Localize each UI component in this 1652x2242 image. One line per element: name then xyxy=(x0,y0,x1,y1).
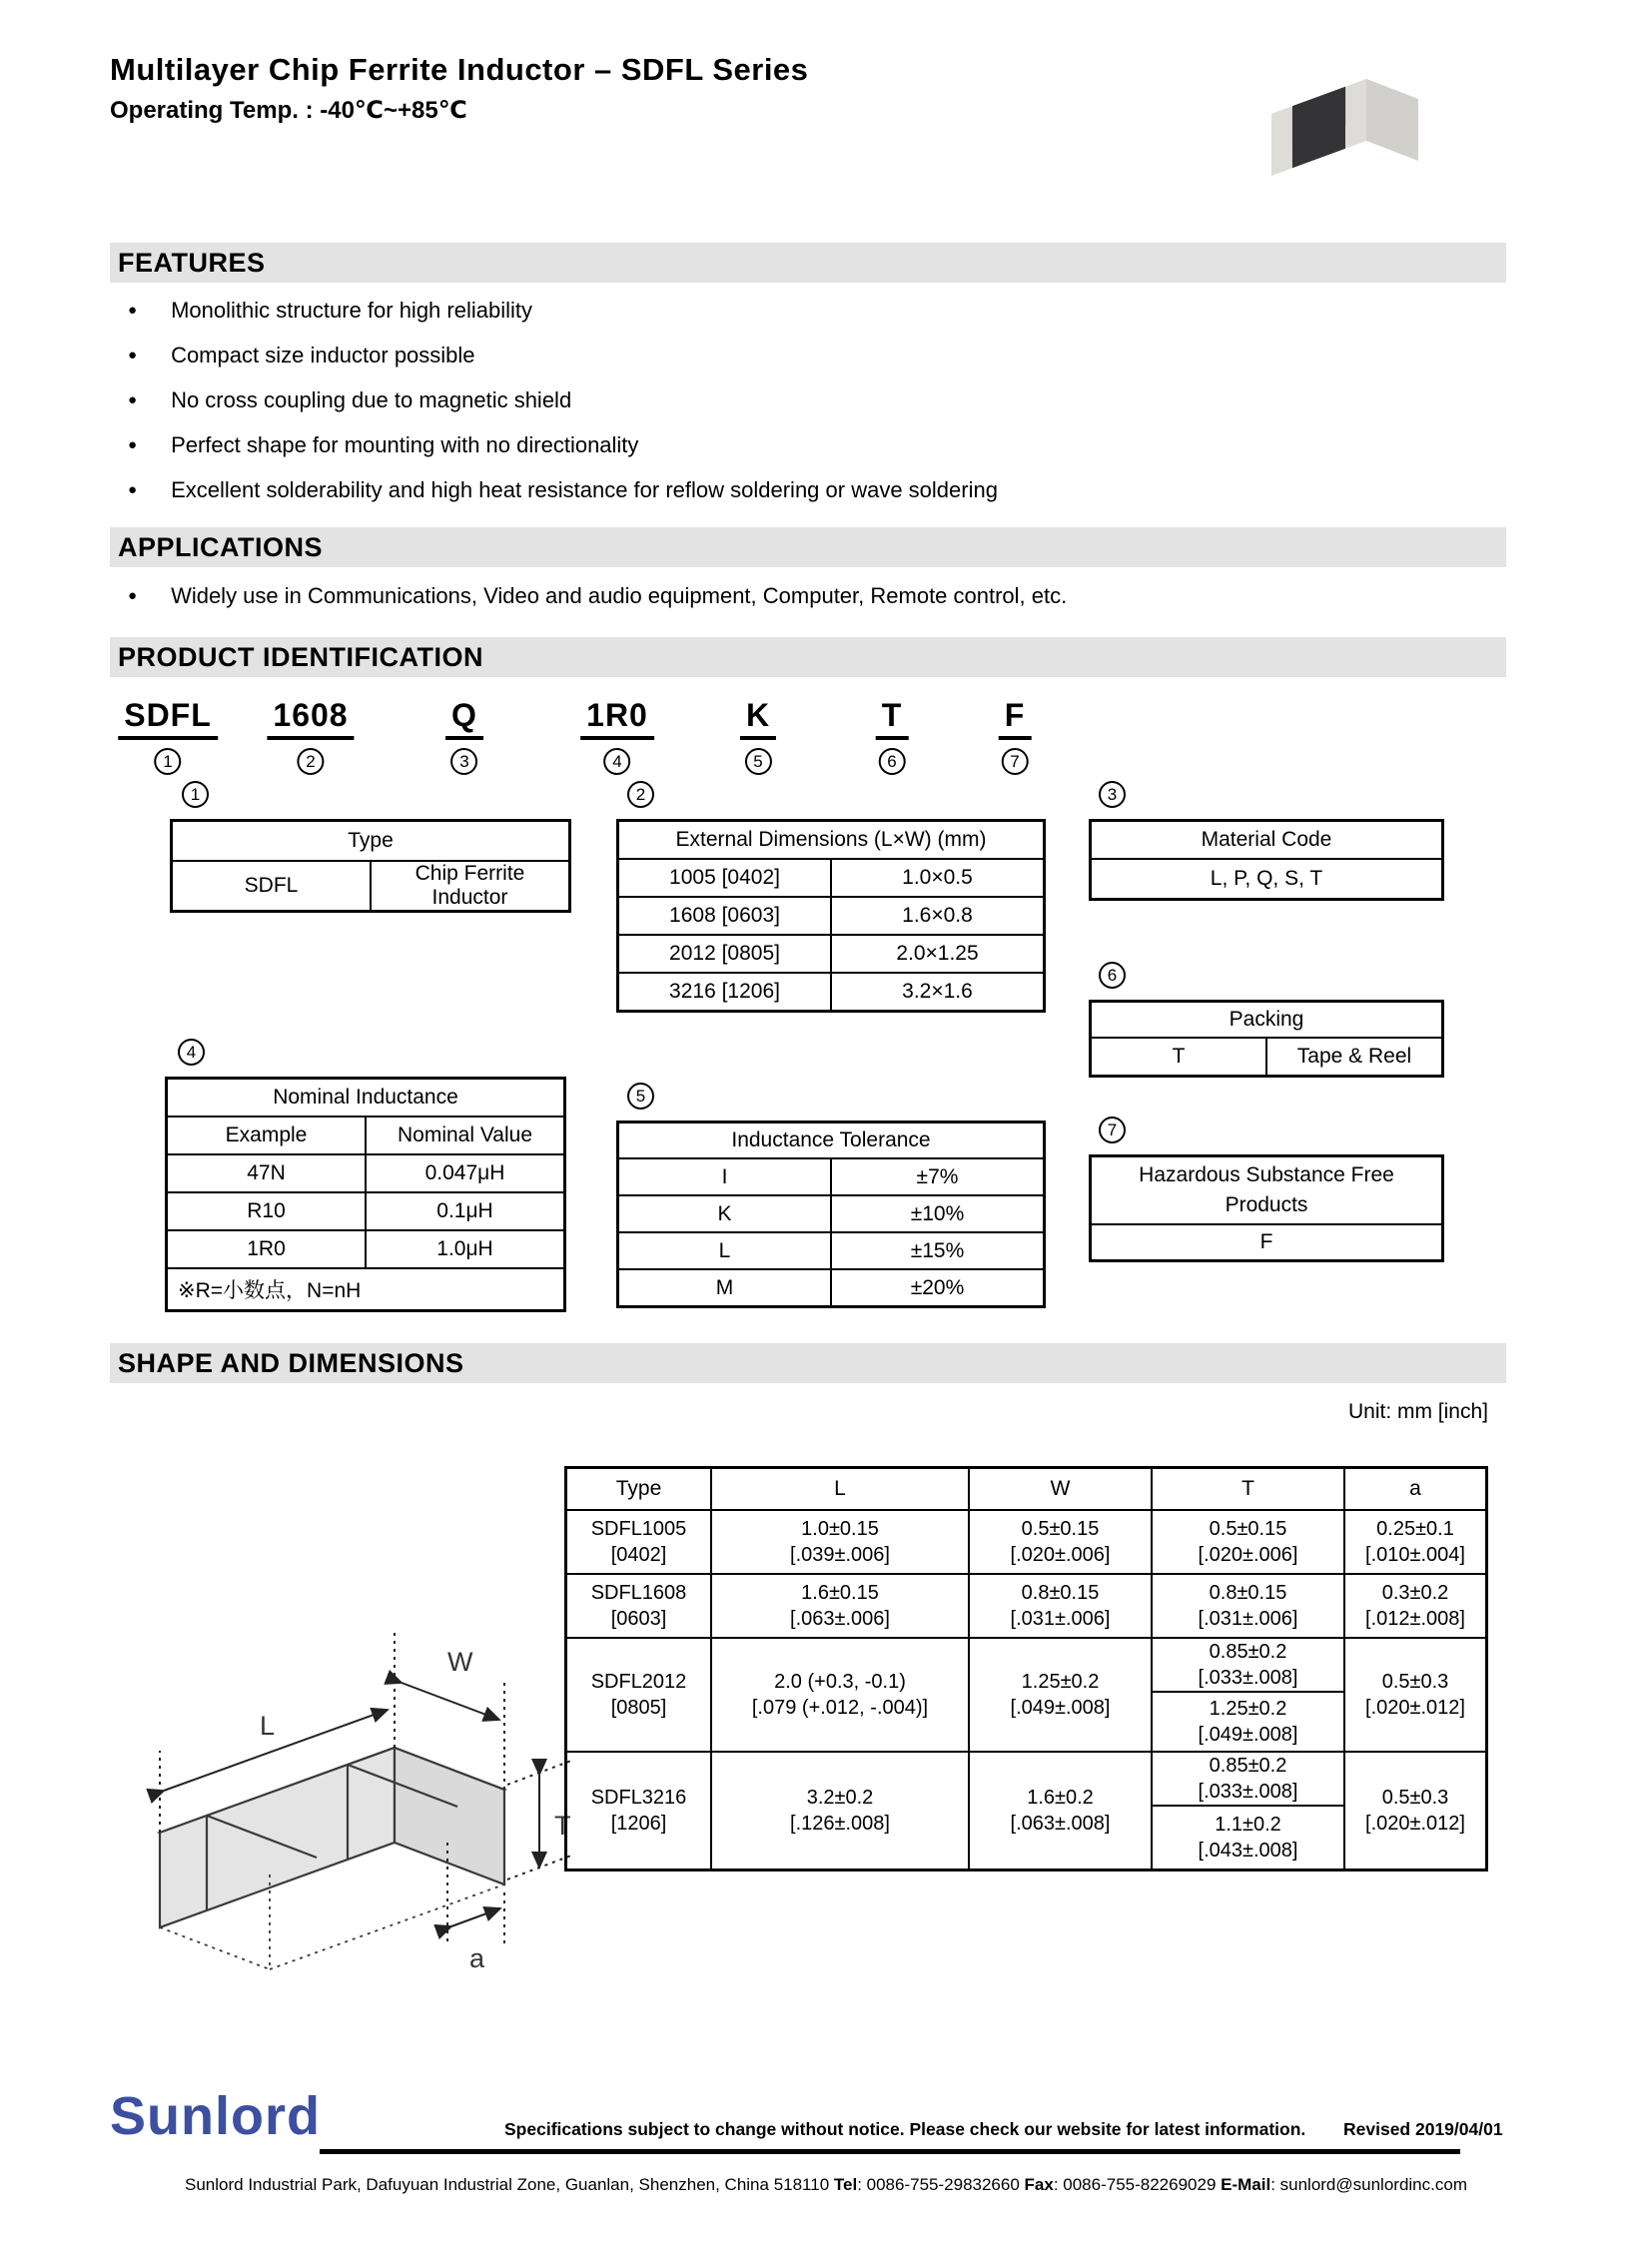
shape-dimensions-table xyxy=(564,1466,1488,1871)
dim-mm: 0.5±0.15 xyxy=(1209,1518,1287,1540)
table-cell xyxy=(566,1574,712,1638)
table-row xyxy=(1091,821,1443,860)
circled-ref-4: 4 xyxy=(603,748,630,775)
table-row xyxy=(1091,859,1443,900)
table-header-cell: Nominal Inductance xyxy=(167,1079,565,1118)
table-cell: 1.0μH xyxy=(366,1230,565,1268)
table-row xyxy=(167,1192,565,1230)
table-ref-7: 7 xyxy=(1099,1117,1126,1143)
part-code: T xyxy=(876,697,909,740)
email-label: E-Mail xyxy=(1221,2175,1271,2194)
table-cell: 2.0×1.25 xyxy=(831,935,1045,973)
list-item xyxy=(118,581,1496,611)
table-cell xyxy=(566,1638,712,1752)
table-cell xyxy=(1152,1574,1344,1638)
part-code-segment xyxy=(999,697,1032,775)
inductance-tolerance-table xyxy=(616,1121,1046,1308)
table-row xyxy=(172,821,570,862)
table-row xyxy=(618,935,1045,973)
feature-text: No cross coupling due to magnetic shield xyxy=(171,387,572,412)
part-code-segment xyxy=(267,697,354,775)
table-cell: M xyxy=(618,1269,832,1307)
table-ref-6: 6 xyxy=(1099,962,1126,989)
table-cell xyxy=(711,1638,969,1752)
table-cell: ±10% xyxy=(831,1195,1045,1232)
table-cell: I xyxy=(618,1158,832,1195)
type-code: [0805] xyxy=(610,1697,667,1719)
company-address xyxy=(0,2175,1652,2195)
table-column-header: Nominal Value xyxy=(366,1117,565,1154)
dim-inch: [.010±.004] xyxy=(1365,1544,1465,1566)
table-header-cell: External Dimensions (L×W) (mm) xyxy=(618,821,1045,860)
operating-temp: Operating Temp. : -40℃~+85℃ xyxy=(110,97,467,124)
dim-inch: [.031±.006] xyxy=(1198,1608,1298,1630)
diagram-label-a: a xyxy=(469,1943,485,1973)
feature-text: Excellent solderability and high heat resistance for reflow soldering or wave soldering xyxy=(171,477,998,502)
circled-ref-7: 7 xyxy=(1001,748,1028,775)
fax-number: : 0086-755-82269029 xyxy=(1053,2175,1222,2194)
table-row xyxy=(1091,1156,1443,1225)
table-row xyxy=(1091,1038,1443,1077)
dim-inch: [.033±.008] xyxy=(1198,1781,1298,1803)
table-header-cell: Inductance Tolerance xyxy=(618,1122,1045,1159)
table-row xyxy=(1091,1224,1443,1261)
dimension-diagram xyxy=(100,1543,579,2022)
dim-mm: 3.2±0.2 xyxy=(806,1787,874,1809)
dim-inch: [.063±.006] xyxy=(790,1608,890,1630)
table-column-header: Type xyxy=(566,1468,712,1511)
table-cell xyxy=(1344,1574,1487,1638)
dim-inch: [.079 (+.012, -.004)] xyxy=(751,1697,929,1719)
bullet-icon: ● xyxy=(128,302,138,319)
table-cell xyxy=(969,1752,1152,1870)
circled-ref-1: 1 xyxy=(154,748,181,775)
part-code: K xyxy=(740,697,776,740)
table-row xyxy=(167,1230,565,1268)
diagram-label-l: L xyxy=(260,1711,276,1741)
application-text: Widely use in Communications, Video and audio equipment, Computer, Remote control, etc. xyxy=(171,583,1068,608)
table-cell: 0.1μH xyxy=(366,1192,565,1230)
dim-mm: 0.3±0.2 xyxy=(1381,1582,1449,1604)
table-column-header: a xyxy=(1344,1468,1487,1511)
type-code: [0402] xyxy=(610,1544,667,1566)
table-cell: 1.6×0.8 xyxy=(831,897,1045,935)
table-cell: ±20% xyxy=(831,1269,1045,1307)
type-name: SDFL2012 xyxy=(590,1671,687,1693)
table-ref-1: 1 xyxy=(182,781,209,808)
table-row xyxy=(618,1158,1045,1195)
table-column-header: W xyxy=(969,1468,1152,1511)
table-row xyxy=(167,1117,565,1154)
table-cell: R10 xyxy=(167,1192,367,1230)
list-item xyxy=(118,385,1496,430)
part-code-segment xyxy=(445,697,483,775)
dim-inch: [.043±.008] xyxy=(1198,1840,1298,1862)
bullet-icon: ● xyxy=(128,391,138,408)
list-item xyxy=(118,475,1496,520)
table-cell: 1005 [0402] xyxy=(618,859,832,897)
table-header-cell: Hazardous Substance Free Products xyxy=(1091,1156,1443,1225)
table-cell xyxy=(1344,1638,1487,1752)
table-cell: 2012 [0805] xyxy=(618,935,832,973)
footer-rule xyxy=(320,2149,1460,2154)
address-text: Sunlord Industrial Park, Dafuyuan Industrial Zone, Guanlan, Shenzhen, China 518110 xyxy=(185,2175,834,2194)
dim-mm: 1.25±0.2 xyxy=(1021,1671,1100,1693)
table-cell xyxy=(1152,1752,1344,1806)
table-ref-5: 5 xyxy=(627,1083,654,1110)
unit-note: Unit: mm [inch] xyxy=(1347,1400,1488,1423)
diagram-label-t: T xyxy=(554,1811,571,1841)
bullet-icon: ● xyxy=(128,436,138,453)
table-row xyxy=(618,1195,1045,1232)
table-row xyxy=(618,821,1045,860)
table-cell: L xyxy=(618,1232,832,1269)
table-cell: 0.047μH xyxy=(366,1154,565,1192)
feature-text: Perfect shape for mounting with no directionality xyxy=(171,432,639,457)
hazardous-free-table xyxy=(1089,1154,1444,1262)
table-cell xyxy=(1152,1510,1344,1574)
part-code: 1608 xyxy=(267,697,354,740)
type-table xyxy=(170,819,571,913)
part-code: SDFL xyxy=(118,697,218,740)
table-row xyxy=(172,861,570,912)
part-code: Q xyxy=(445,697,483,740)
type-name: SDFL3216 xyxy=(590,1787,687,1809)
diagram-label-w: W xyxy=(447,1647,473,1677)
applications-heading: APPLICATIONS xyxy=(110,527,1506,567)
table-cell: 3.2×1.6 xyxy=(831,973,1045,1012)
table-cell xyxy=(566,1510,712,1574)
dim-mm: 0.85±0.2 xyxy=(1209,1755,1287,1777)
dim-mm: 0.25±0.1 xyxy=(1376,1518,1454,1540)
dim-inch: [.049±.008] xyxy=(1010,1697,1111,1719)
circled-ref-5: 5 xyxy=(744,748,771,775)
table-cell xyxy=(1152,1638,1344,1692)
product-identification-heading: PRODUCT IDENTIFICATION xyxy=(110,637,1506,677)
table-cell: 1.0×0.5 xyxy=(831,859,1045,897)
table-row xyxy=(618,897,1045,935)
circled-ref-2: 2 xyxy=(298,748,325,775)
dim-inch: [.020±.012] xyxy=(1365,1813,1465,1835)
table-row xyxy=(167,1268,565,1311)
applications-list xyxy=(118,581,1496,611)
list-item xyxy=(118,341,1496,385)
tel-label: Tel xyxy=(833,2175,858,2194)
page-title: Multilayer Chip Ferrite Inductor – SDFL Series xyxy=(110,52,809,87)
revision-date: Revised 2019/04/01 xyxy=(1343,2119,1503,2139)
dim-mm: 1.1±0.2 xyxy=(1215,1814,1281,1836)
table-row xyxy=(618,1122,1045,1159)
table-cell: L, P, Q, S, T xyxy=(1091,859,1443,900)
spec-notice-text: Specifications subject to change without notice. Please check our website for latest information. xyxy=(504,2119,1306,2139)
table-cell xyxy=(1344,1510,1487,1574)
nominal-inductance-table xyxy=(165,1077,566,1312)
table-ref-4: 4 xyxy=(178,1039,205,1066)
table-row xyxy=(618,1232,1045,1269)
table-row xyxy=(1091,1002,1443,1039)
chip-inductor-image xyxy=(1243,42,1461,224)
dim-mm: 0.5±0.3 xyxy=(1381,1671,1449,1693)
table-cell xyxy=(566,1752,712,1870)
dim-mm: 0.8±0.15 xyxy=(1209,1582,1287,1604)
table-cell: SDFL xyxy=(172,861,372,912)
list-item xyxy=(118,296,1496,341)
part-code-segment xyxy=(876,697,909,775)
table-cell: 1R0 xyxy=(167,1230,367,1268)
dim-inch: [.126±.008] xyxy=(790,1813,890,1835)
table-ref-2: 2 xyxy=(627,781,654,808)
circled-ref-6: 6 xyxy=(878,748,905,775)
table-cell: 1608 [0603] xyxy=(618,897,832,935)
table-column-header: L xyxy=(711,1468,969,1511)
type-name: SDFL1608 xyxy=(590,1582,687,1604)
table-column-header: Example xyxy=(167,1117,367,1154)
part-code-segment xyxy=(580,697,654,775)
type-code: [1206] xyxy=(610,1813,667,1835)
dim-inch: [.020±.006] xyxy=(1010,1544,1111,1566)
table-column-header: T xyxy=(1152,1468,1344,1511)
table-row xyxy=(566,1752,1487,1806)
dim-mm: 0.85±0.2 xyxy=(1209,1641,1287,1663)
dim-inch: [.039±.006] xyxy=(790,1544,890,1566)
table-header-cell: Packing xyxy=(1091,1002,1443,1039)
table-cell xyxy=(1152,1692,1344,1752)
dim-inch: [.033±.008] xyxy=(1198,1667,1298,1689)
dim-inch: [.049±.008] xyxy=(1198,1724,1298,1746)
table-cell xyxy=(711,1752,969,1870)
table-row xyxy=(566,1468,1487,1511)
dim-mm: 1.25±0.2 xyxy=(1209,1698,1287,1720)
dim-mm: 2.0 (+0.3, -0.1) xyxy=(774,1671,906,1693)
bullet-icon: ● xyxy=(128,587,138,604)
table-row xyxy=(566,1510,1487,1574)
sunlord-logo: Sunlord xyxy=(110,2086,321,2146)
type-name: SDFL1005 xyxy=(590,1518,687,1540)
dim-inch: [.012±.008] xyxy=(1365,1608,1465,1630)
part-code: F xyxy=(999,697,1032,740)
table-ref-3: 3 xyxy=(1099,781,1126,808)
table-row xyxy=(566,1574,1487,1638)
table-cell: 3216 [1206] xyxy=(618,973,832,1012)
table-cell: Tape & Reel xyxy=(1266,1038,1443,1077)
dim-inch: [.031±.006] xyxy=(1010,1608,1111,1630)
table-row xyxy=(167,1079,565,1118)
dim-mm: 0.8±0.15 xyxy=(1021,1582,1100,1604)
table-cell: F xyxy=(1091,1224,1443,1261)
table-header-cell: Type xyxy=(172,821,570,862)
table-cell: ±7% xyxy=(831,1158,1045,1195)
table-row xyxy=(618,1269,1045,1307)
table-cell xyxy=(969,1638,1152,1752)
features-list xyxy=(118,296,1496,520)
dim-mm: 0.5±0.3 xyxy=(1381,1787,1449,1809)
table-row xyxy=(566,1638,1487,1692)
email-address: : sunlord@sunlordinc.com xyxy=(1270,2175,1467,2194)
fax-label: Fax xyxy=(1024,2175,1054,2194)
dim-inch: [.063±.008] xyxy=(1010,1813,1111,1835)
dim-mm: 0.5±0.15 xyxy=(1021,1518,1100,1540)
table-note: ※R=小数点，N=nH xyxy=(167,1268,565,1311)
table-cell xyxy=(711,1574,969,1638)
spec-notice xyxy=(504,2119,1503,2140)
table-cell: Chip Ferrite Inductor xyxy=(371,861,570,912)
table-cell xyxy=(1344,1752,1487,1870)
circled-ref-3: 3 xyxy=(450,748,477,775)
bullet-icon: ● xyxy=(128,347,138,364)
table-row xyxy=(167,1154,565,1192)
dim-mm: 1.0±0.15 xyxy=(801,1518,879,1540)
part-code: 1R0 xyxy=(580,697,654,740)
tel-number: : 0086-755-29832660 xyxy=(857,2175,1025,2194)
dim-mm: 1.6±0.15 xyxy=(801,1582,879,1604)
part-code-segment xyxy=(118,697,218,775)
feature-text: Compact size inductor possible xyxy=(171,343,475,368)
material-code-table xyxy=(1089,819,1444,901)
dim-inch: [.020±.012] xyxy=(1365,1697,1465,1719)
table-row xyxy=(618,973,1045,1012)
dim-mm: 1.6±0.2 xyxy=(1027,1787,1094,1809)
table-cell: 47N xyxy=(167,1154,367,1192)
part-code-segment xyxy=(740,697,776,775)
external-dimensions-table xyxy=(616,819,1046,1013)
dim-inch: [.020±.006] xyxy=(1198,1544,1298,1566)
table-cell xyxy=(711,1510,969,1574)
features-heading: FEATURES xyxy=(110,243,1506,283)
table-cell xyxy=(1152,1806,1344,1870)
table-cell: K xyxy=(618,1195,832,1232)
shape-dimensions-heading: SHAPE AND DIMENSIONS xyxy=(110,1343,1506,1383)
packing-table xyxy=(1089,1000,1444,1078)
bullet-icon: ● xyxy=(128,481,138,498)
feature-text: Monolithic structure for high reliability xyxy=(171,298,532,323)
table-cell xyxy=(969,1574,1152,1638)
type-code: [0603] xyxy=(610,1608,667,1630)
table-cell xyxy=(969,1510,1152,1574)
table-cell: ±15% xyxy=(831,1232,1045,1269)
table-header-cell: Material Code xyxy=(1091,821,1443,860)
table-cell: T xyxy=(1091,1038,1267,1077)
table-row xyxy=(618,859,1045,897)
list-item xyxy=(118,430,1496,475)
